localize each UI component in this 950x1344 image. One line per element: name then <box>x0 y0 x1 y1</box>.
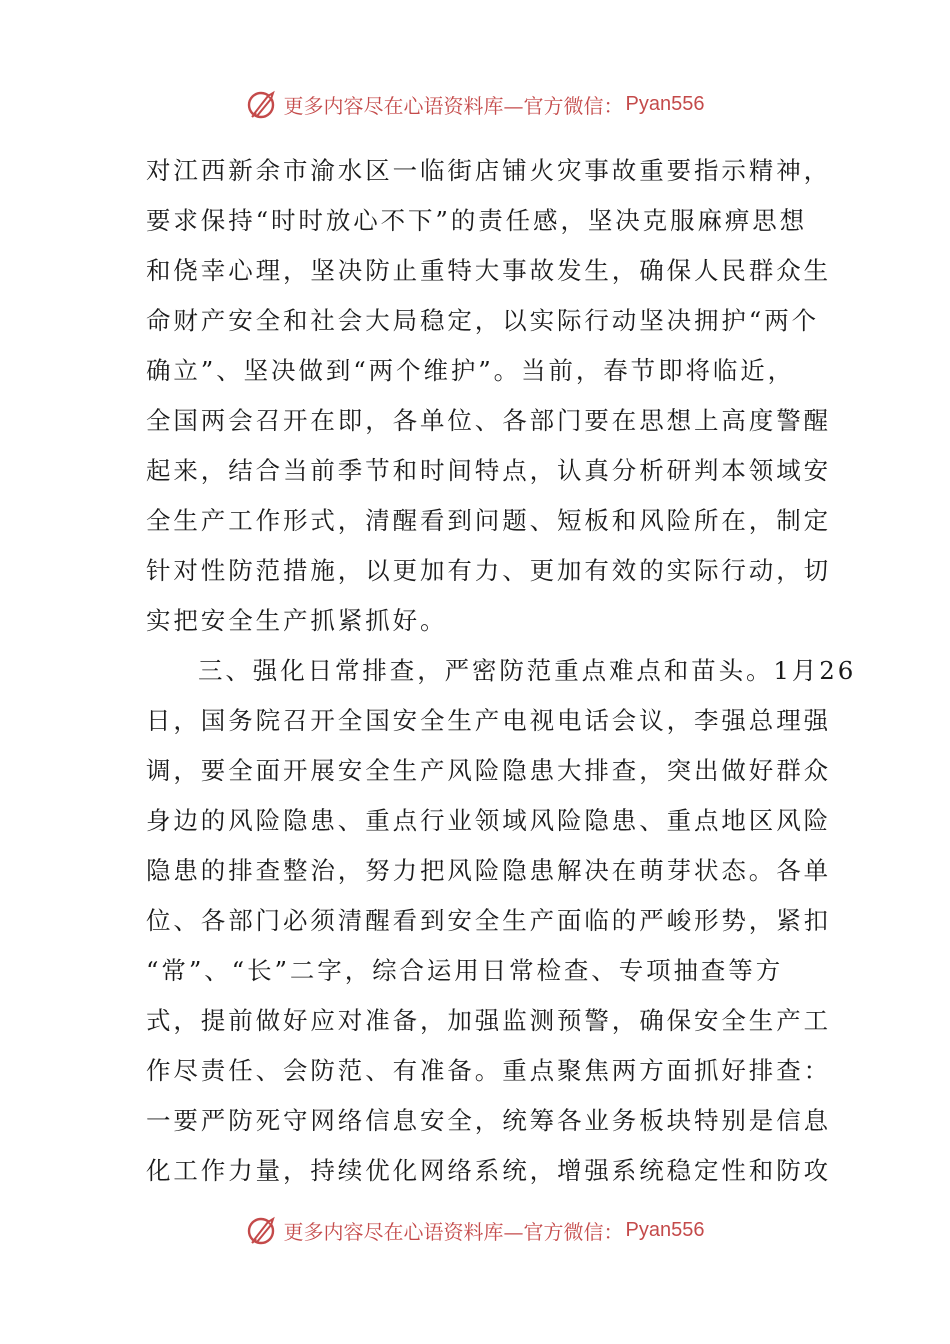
text-line: 针对性防范措施，以更加有力、更加有效的实际行动，切 <box>146 556 831 585</box>
pen-nib-logo-icon <box>246 87 280 121</box>
text-line: 对江西新余市渝水区一临街店铺火灾事故重要指示精神， <box>146 156 831 185</box>
footer-watermark <box>0 1208 950 1252</box>
text-line: 位、各部门必须清醒看到安全生产面临的严峻形势，紧扣 <box>146 906 831 935</box>
watermark-wechat-id: Pyan556 <box>625 92 705 115</box>
text-line: 要求保持“时时放心不下”的责任感，坚决克服麻痹思想 <box>146 206 808 235</box>
text-line: 三、强化日常排查，严密防范重点难点和苗头。1月26 <box>198 656 857 685</box>
text-line: 作尽责任、会防范、有准备。重点聚焦两方面抓好排查： <box>146 1056 831 1085</box>
text-line: 化工作力量，持续优化网络系统，增强系统稳定性和防攻 <box>146 1156 831 1185</box>
text-line: 隐患的排查整治，努力把风险隐患解决在萌芽状态。各单 <box>146 856 831 885</box>
text-line: 身边的风险隐患、重点行业领域风险隐患、重点地区风险 <box>146 806 831 835</box>
document-body <box>146 146 857 1196</box>
text-line: 全生产工作形式，清醒看到问题、短板和风险所在，制定 <box>146 506 831 535</box>
text-line: 调，要全面开展安全生产风险隐患大排查，突出做好群众 <box>146 756 831 785</box>
pen-nib-logo-icon <box>246 1213 280 1247</box>
text-line: 一要严防死守网络信息安全，统筹各业务板块特别是信息 <box>146 1106 831 1135</box>
text-line: 式，提前做好应对准备，加强监测预警，确保安全生产工 <box>146 1006 831 1035</box>
text-line: 命财产安全和社会大局稳定，以实际行动坚决拥护“两个 <box>146 306 820 335</box>
text-line: 日，国务院召开全国安全生产电视电话会议，李强总理强 <box>146 706 831 735</box>
text-line: 起来，结合当前季节和时间特点，认真分析研判本领域安 <box>146 456 831 485</box>
text-line: 和侥幸心理，坚决防止重特大事故发生，确保人民群众生 <box>146 256 831 285</box>
text-line: 实把安全生产抓紧抓好。 <box>146 606 448 635</box>
watermark-text: 更多内容尽在心语资料库—官方微信： <box>283 1219 624 1244</box>
text-line: “常”、“长”二字，综合运用日常检查、专项抽查等方 <box>146 956 784 985</box>
text-line: 确立”、坚决做到“两个维护”。当前，春节即将临近， <box>146 356 796 385</box>
text-line: 全国两会召开在即，各单位、各部门要在思想上高度警醒 <box>146 406 831 435</box>
watermark-text: 更多内容尽在心语资料库—官方微信： <box>283 93 624 118</box>
watermark-wechat-id: Pyan556 <box>625 1218 705 1241</box>
header-watermark <box>0 82 950 126</box>
